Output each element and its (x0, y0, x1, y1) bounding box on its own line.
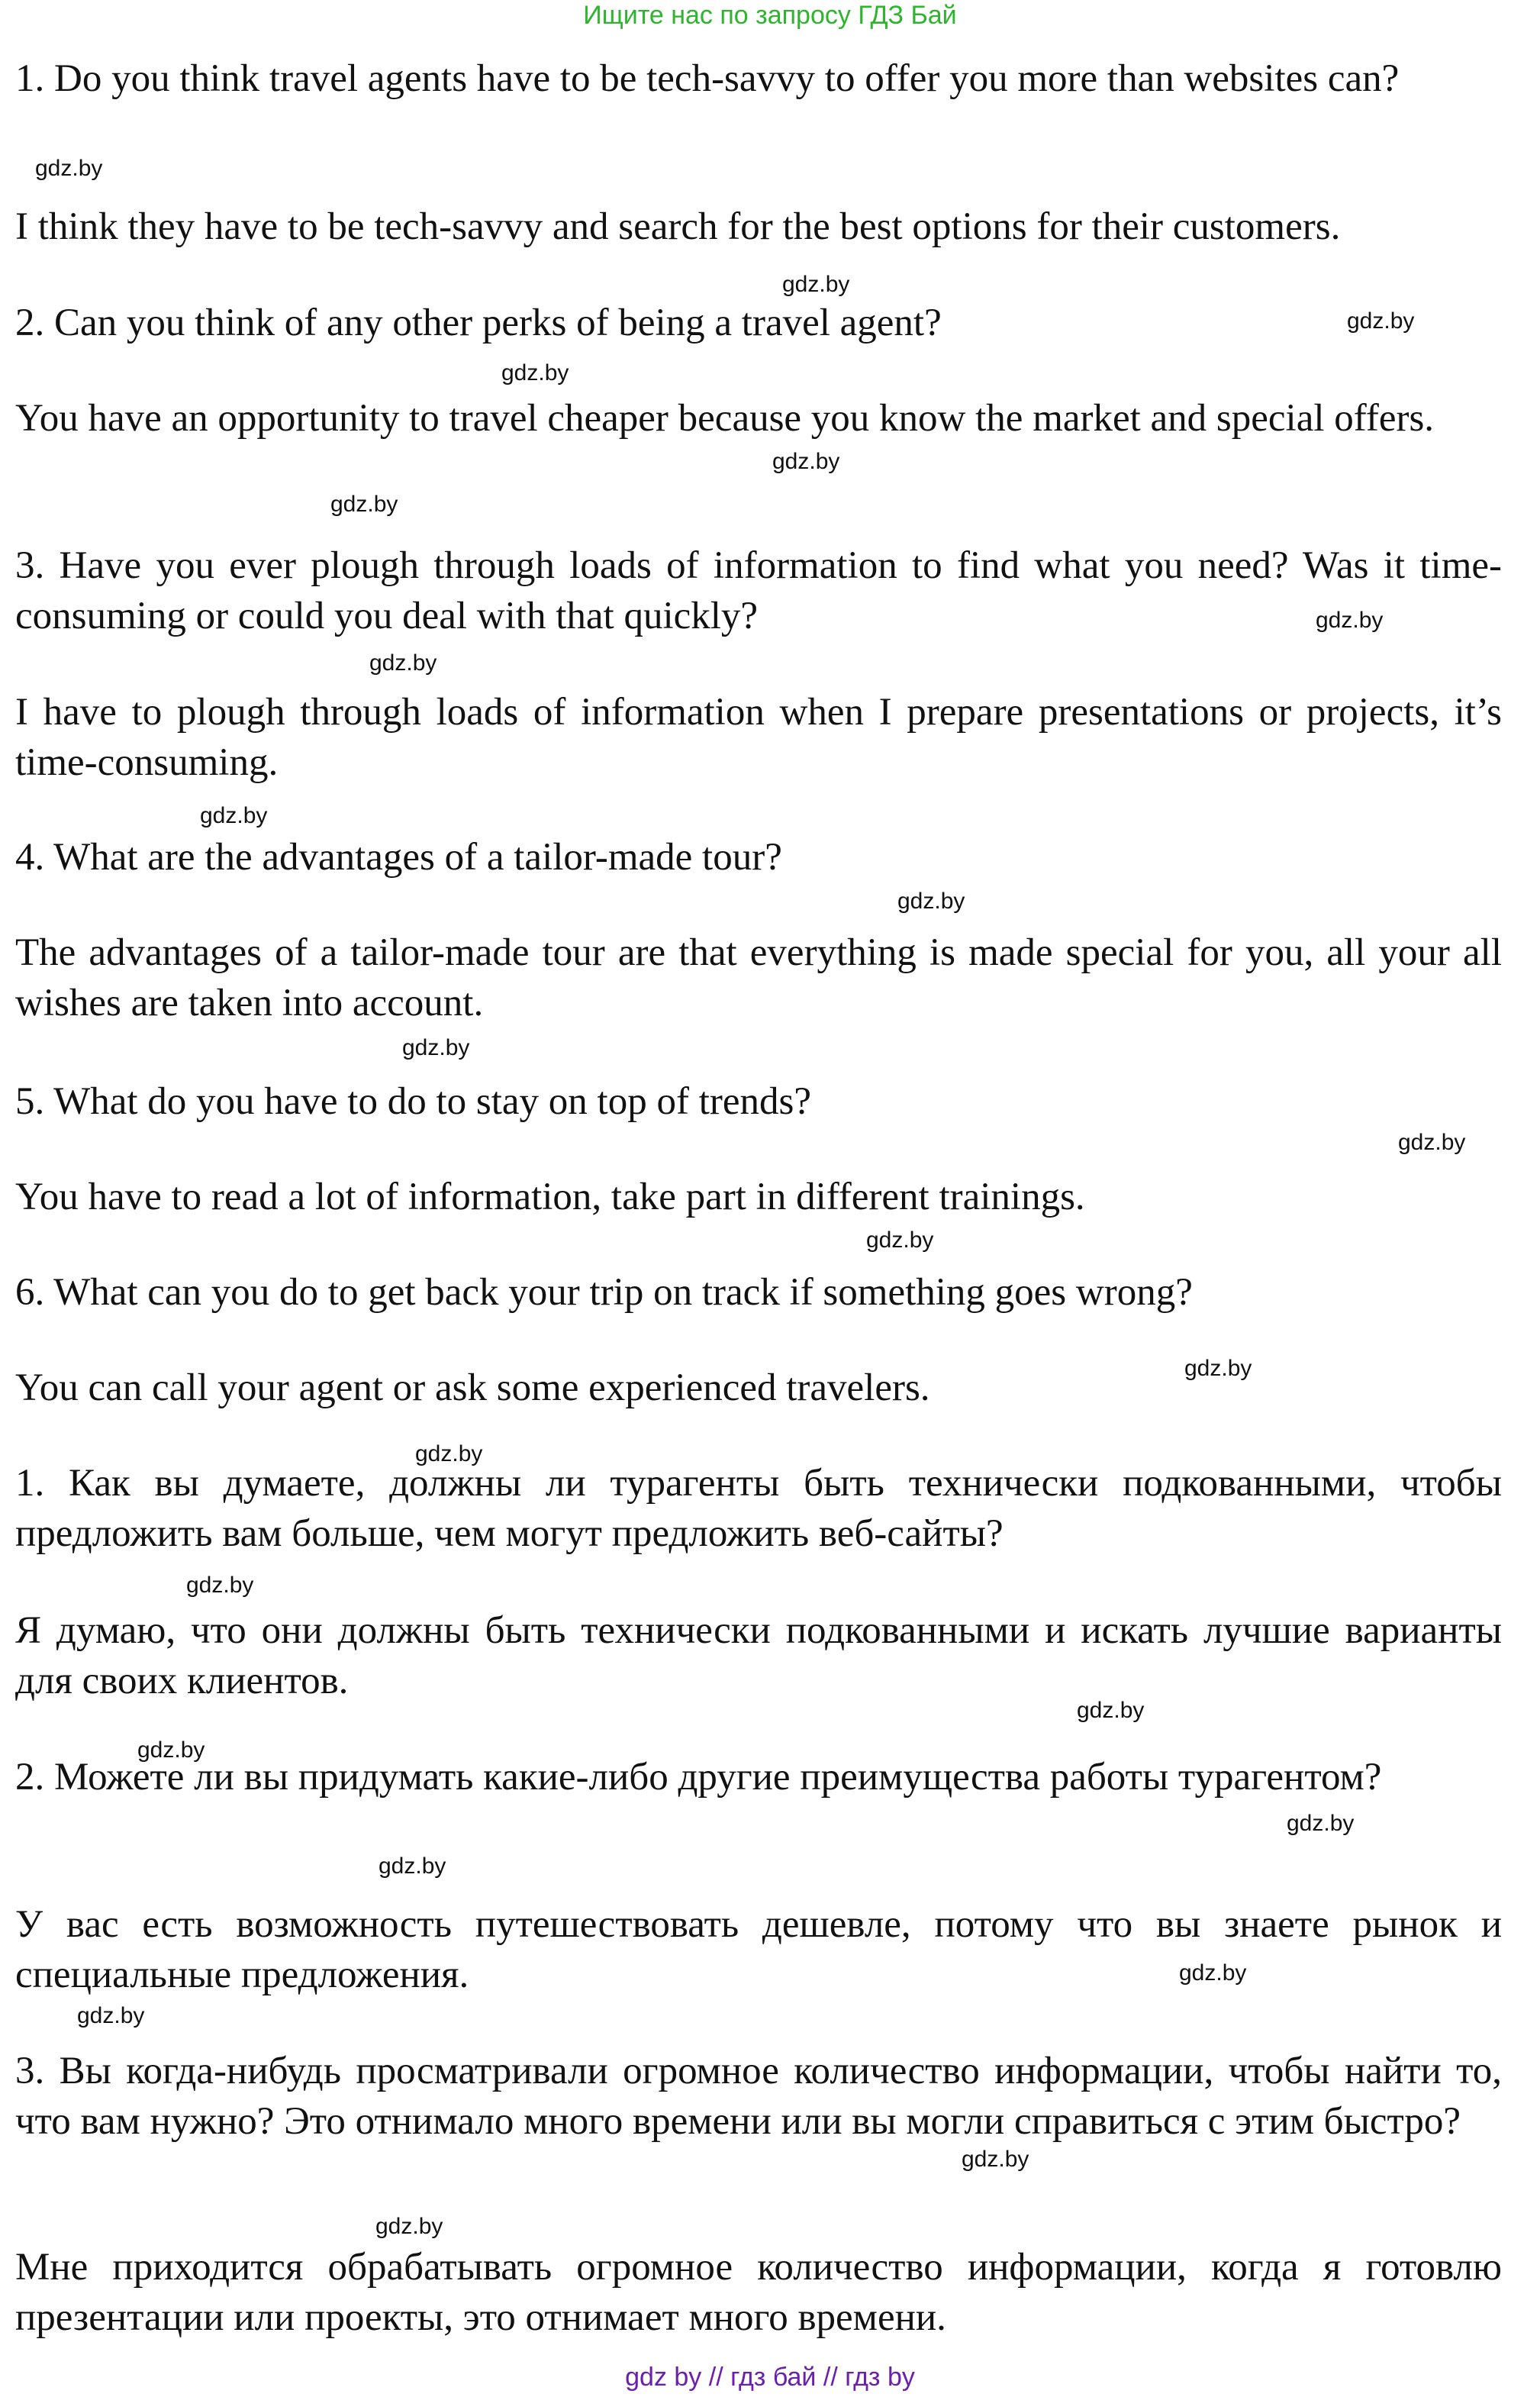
watermark: gdz.by (1184, 1356, 1252, 1381)
watermark: gdz.by (379, 1853, 446, 1879)
question-ru-3: 3. Вы когда-нибудь просматривали огромное количество информации, чтобы найти то, что вам нужно? Это отнимало много времени или вы могли справиться с этим быстро? (15, 2050, 1502, 2143)
answer-en-1: I think they have to be tech-savvy and search for the best options for their customers. (15, 205, 1341, 248)
watermark: gdz.by (137, 1737, 205, 1763)
page-header-banner: Ищите нас по запросу ГДЗ Бай (583, 1, 957, 30)
answer-en-4: The advantages of a tailor-made tour are that everything is made special for you, all your all wishes are taken into account. (15, 931, 1502, 1024)
question-ru-1: 1. Как вы думаете, должны ли турагенты быть технически подкованными, чтобы предложить вам больше, чем могут предложить веб-сайты? (15, 1462, 1502, 1555)
watermark: gdz.by (1347, 308, 1415, 334)
question-en-5: 5. What do you have to do to stay on top of trends? (15, 1080, 811, 1123)
watermark: gdz.by (77, 2003, 145, 2028)
page-footer-links: gdz by // гдз бай // гдз by (625, 2363, 915, 2392)
answer-en-6: You can call your agent or ask some experienced travelers. (15, 1366, 930, 1409)
question-en-2: 2. Can you think of any other perks of being a travel agent? (15, 302, 942, 344)
watermark: gdz.by (897, 889, 965, 914)
watermark: gdz.by (1179, 1960, 1247, 1986)
question-en-6: 6. What can you do to get back your trip on track if something goes wrong? (15, 1271, 1193, 1314)
watermark: gdz.by (501, 360, 569, 386)
answer-ru-3: Мне приходится обрабатывать огромное количество информации, когда я готовлю презентации или проекты, это отнимает много времени. (15, 2246, 1502, 2339)
watermark: gdz.by (782, 272, 850, 297)
watermark: gdz.by (186, 1573, 254, 1598)
question-en-1: 1. Do you think travel agents have to be tech-savvy to offer you more than websites can? (15, 57, 1400, 100)
answer-en-2: You have an opportunity to travel cheaper because you know the market and special offers. (15, 397, 1435, 440)
question-ru-2: 2. Можете ли вы придумать какие-либо другие преимущества работы турагентом? (15, 1756, 1382, 1799)
watermark: gdz.by (1316, 608, 1384, 633)
watermark: gdz.by (1287, 1811, 1355, 1836)
watermark: gdz.by (375, 2214, 443, 2239)
watermark: gdz.by (402, 1035, 470, 1060)
watermark: gdz.by (772, 449, 840, 474)
watermark: gdz.by (369, 650, 437, 676)
watermark: gdz.by (415, 1441, 483, 1466)
answer-ru-2: У вас есть возможность путешествовать дешевле, потому что вы знаете рынок и специальные предложения. (15, 1903, 1502, 1996)
watermark: gdz.by (1398, 1130, 1466, 1155)
watermark: gdz.by (866, 1228, 934, 1253)
question-en-4: 4. What are the advantages of a tailor-made tour? (15, 836, 782, 879)
watermark: gdz.by (35, 156, 103, 181)
answer-en-3: I have to plough through loads of information when I prepare presentations or projects, it’s time-consuming. (15, 691, 1502, 784)
watermark: gdz.by (962, 2147, 1029, 2172)
answer-en-5: You have to read a lot of information, take part in different trainings. (15, 1176, 1085, 1218)
answer-ru-1: Я думаю, что они должны быть технически подкованными и искать лучшие варианты для своих клиентов. (15, 1609, 1502, 1702)
question-en-3: 3. Have you ever plough through loads of information to find what you need? Was it time-consuming or could you deal with that quickly? (15, 544, 1502, 637)
watermark: gdz.by (1077, 1698, 1145, 1723)
watermark: gdz.by (200, 803, 268, 828)
watermark: gdz.by (330, 492, 398, 517)
